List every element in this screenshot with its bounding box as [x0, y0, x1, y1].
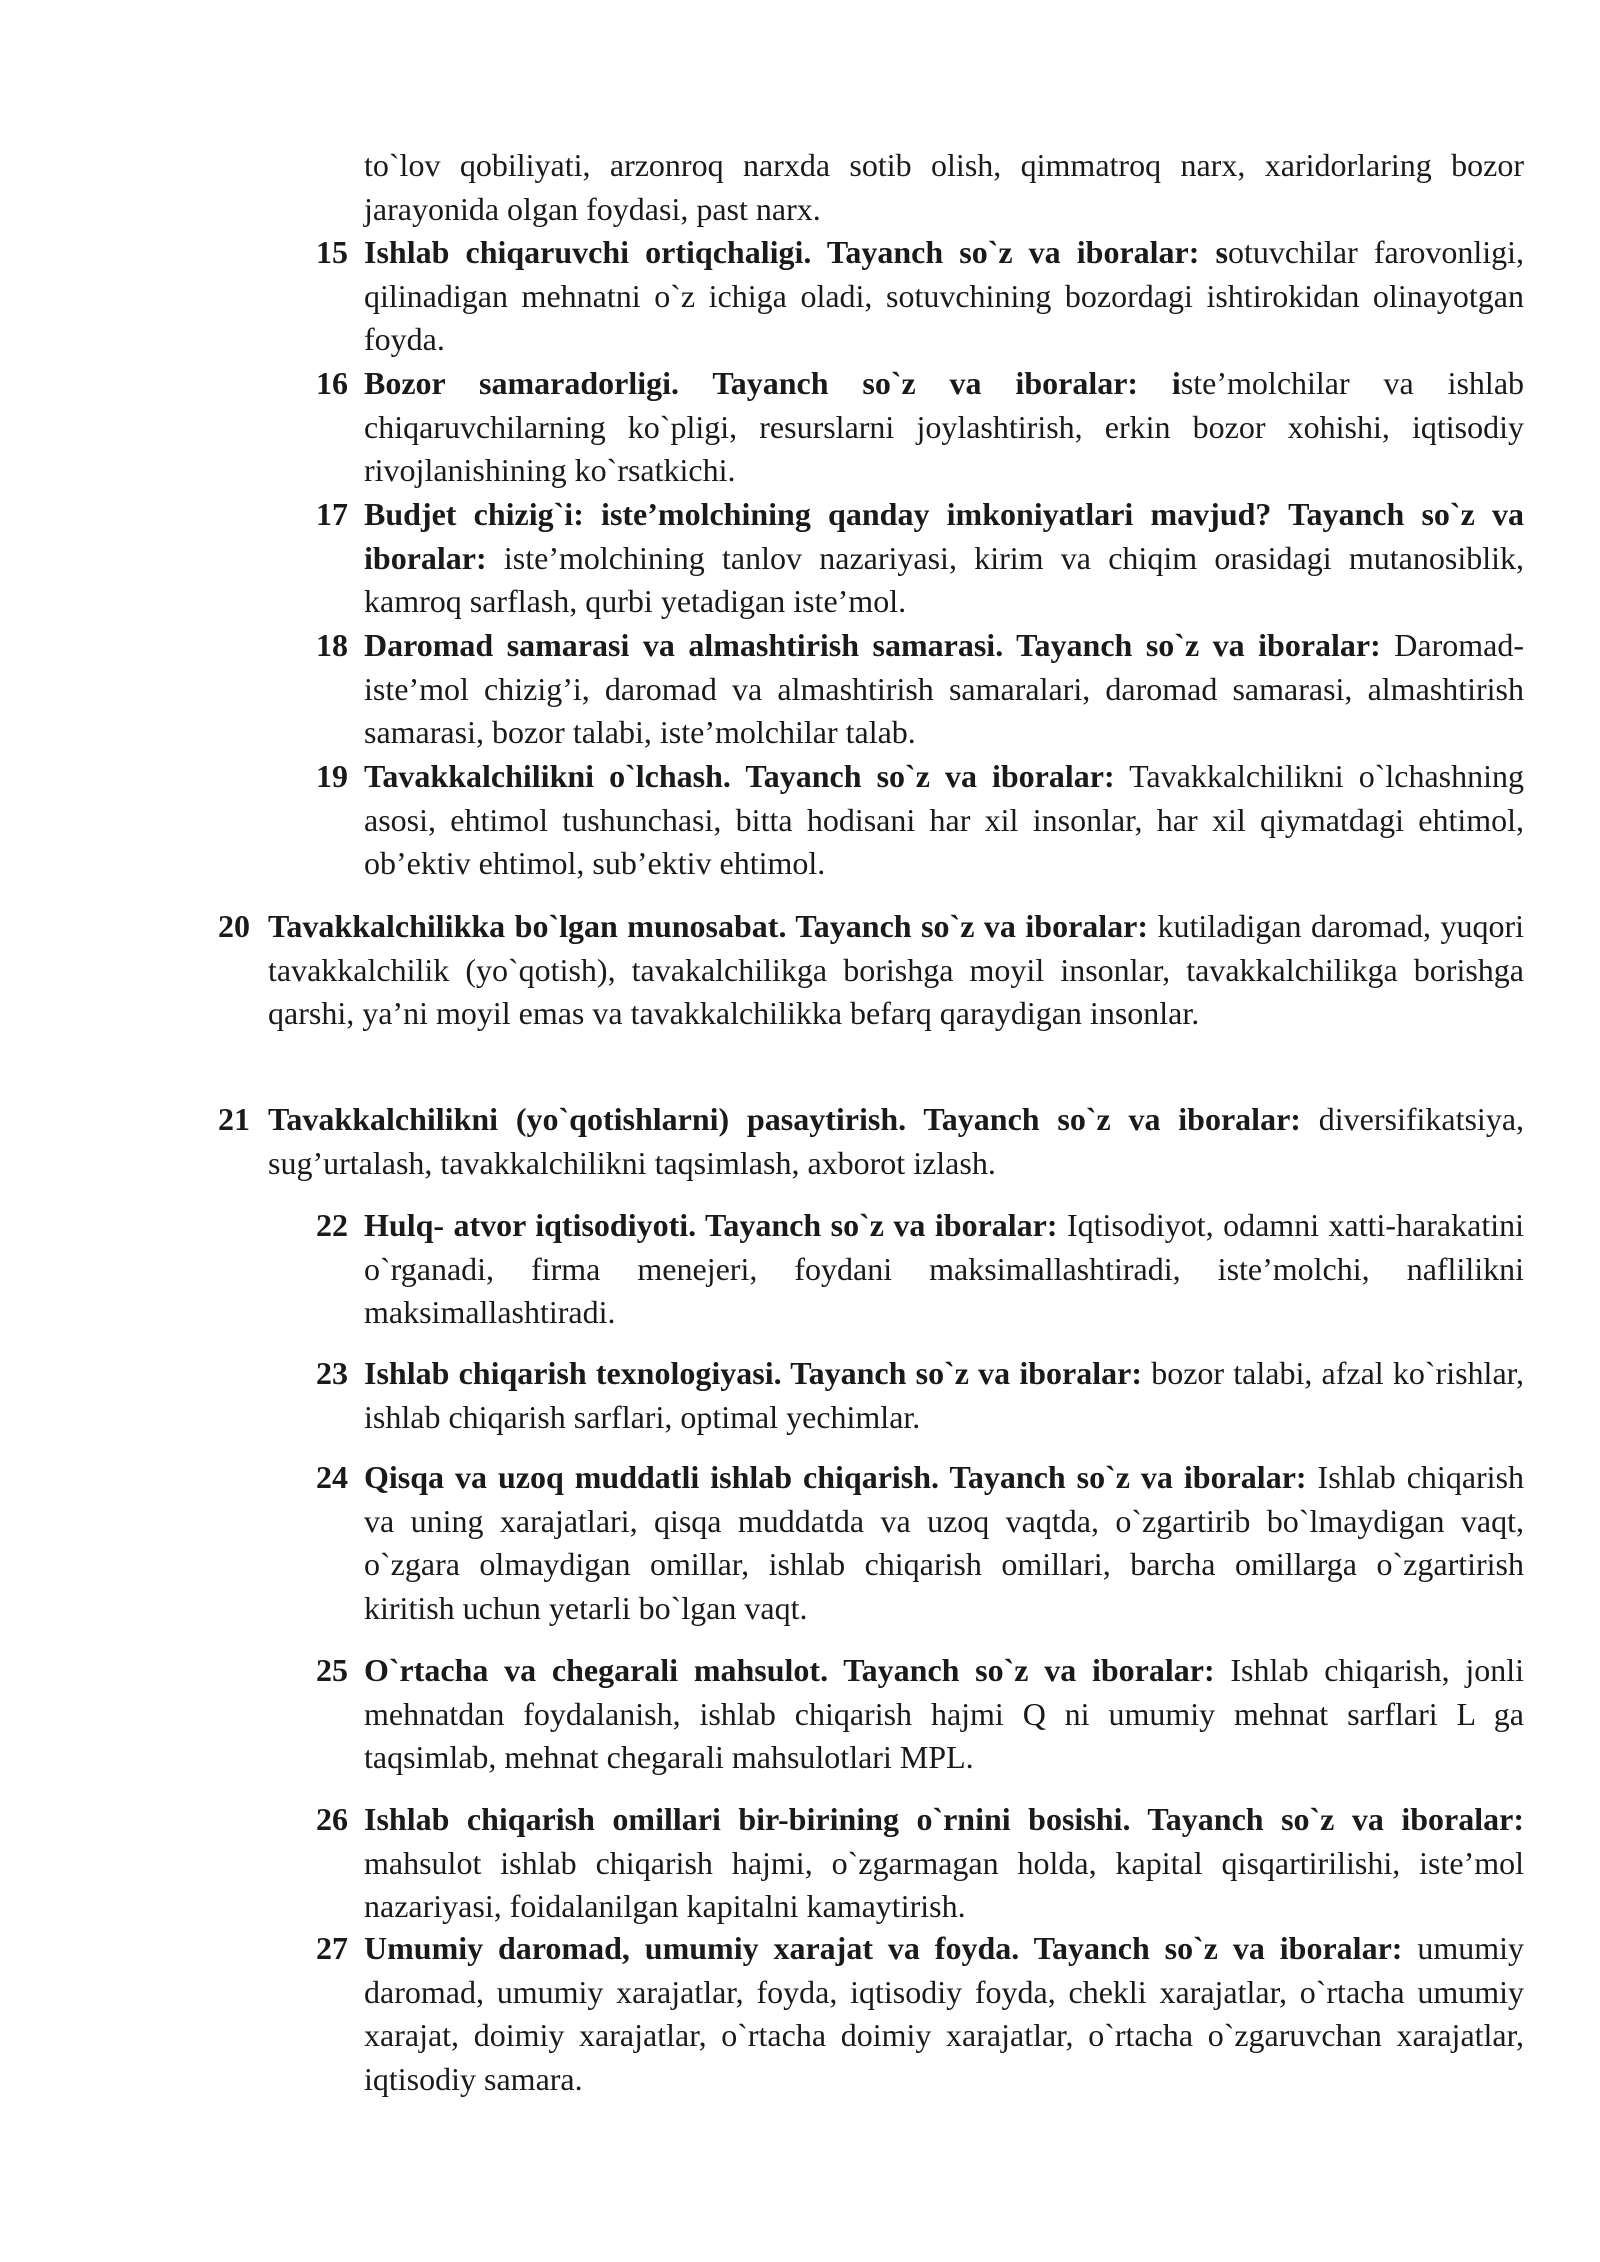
list-item-17 [316, 493, 1524, 624]
item-keywords-label: Tayanch so`z va iboralar: [730, 758, 1115, 794]
list-item-21 [218, 1098, 1524, 1185]
item-title: Umumiy daromad, umumiy xarajat va foyda. [364, 1930, 1020, 1966]
list-item-25 [316, 1649, 1524, 1780]
item-text: mahsulot ishlab chiqarish hajmi, o`zgarmagan holda, kapital qisqartirilishi, iste’mol nazariyasi, foidalanilgan kapitalni kamaytirish. [364, 1844, 1524, 1924]
item-keywords-label: Tayanch so`z va iboralar: [939, 1459, 1307, 1495]
item-number: 22 [316, 1207, 348, 1243]
continuation-text: to`lov qobiliyati, arzonroq narxda sotib olish, qimmatroq narx, xaridorlaring bozor jarayonida olgan foydasi, past narx. [364, 147, 1524, 227]
item-number: 24 [316, 1459, 348, 1495]
item-text: umumiy daromad, umumiy xarajatlar, foyda, iqtisodiy foyda, chekli xarajatlar, o`rtacha umumiy xarajat, doimiy xarajatlar, o`rtacha doimiy xarajatlar, o`rtacha o`zgaruvchan xarajatlar, iqtisodiy samara. [364, 1930, 1525, 2097]
item-number: 23 [316, 1355, 348, 1391]
list-item-20 [218, 905, 1524, 1036]
item-number: 15 [316, 234, 348, 270]
item-keywords-label: Tayanch so`z va iboralar: [906, 1101, 1301, 1137]
item-number: 27 [316, 1930, 348, 1966]
item-title: Qisqa va uzoq muddatli ishlab chiqarish. [364, 1459, 940, 1495]
item-number: 16 [316, 365, 348, 401]
item-keywords-label: Tayanch so`z va iboralar: [364, 496, 1525, 576]
item-title: Ishlab chiqarish omillari bir-birining o`rnini bosishi. [364, 1801, 1131, 1837]
item-keywords-label: Tayanch so`z va iboralar: [696, 1207, 1058, 1243]
item-title: Ishlab chiqaruvchi ortiqchaligi. [364, 234, 812, 270]
item-text: diversifikatsiya, sug’urtalash, tavakkalchilikni taqsimlash, axborot izlash. [268, 1101, 1525, 1181]
item-text: Ishlab chiqarish, jonli mehnatdan foydalanish, ishlab chiqarish hajmi Q ni umumiy mehnat sarflari L ga taqsimlab, mehnat chegarali mahsulotlari MPL. [364, 1652, 1525, 1775]
list-item-22 [316, 1204, 1524, 1335]
item-keywords-label: Tayanch so`z va iboralar: [786, 908, 1149, 944]
item-title: Daromad samarasi va almashtirish samarasi. [364, 627, 1004, 663]
item-number: 20 [218, 908, 250, 944]
item-number: 26 [316, 1801, 348, 1837]
continuation-paragraph [364, 144, 1524, 231]
item-text: iste’molchining tanlov nazariyasi, kirim va chiqim orasidagi mutanosiblik, kamroq sarflash, qurbi yetadigan iste’mol. [364, 539, 1524, 619]
item-text: otuvchilar farovonligi, qilinadigan mehnatni o`z ichiga oladi, sotuvchining bozordagi ishtirokidan olinayotgan foyda. [364, 234, 1525, 357]
item-keywords-label: Tayanch so`z va iboralar: [1130, 1801, 1525, 1837]
item-title: Tavakkalchilikni (yo`qotishlarni) pasaytirish. [268, 1101, 907, 1137]
list-item-15 [316, 231, 1524, 362]
item-title: Tavakkalchilikka bo`lgan munosabat. [268, 908, 787, 944]
list-item-16 [316, 362, 1524, 493]
item-title: Ishlab chiqarish texnologiyasi. [364, 1355, 782, 1391]
item-text: Tavakkalchilikni o`lchashning asosi, ehtimol tushunchasi, bitta hodisani har xil insonlar, har xil qiymatdagi ehtimol, ob’ektiv ehtimol, sub’ektiv ehtimol. [364, 758, 1525, 881]
list-item-23 [316, 1352, 1524, 1439]
item-number: 19 [316, 758, 348, 794]
item-title: Budjet chizig`i: iste’molchining qanday imkoniyatlari mavjud? [364, 496, 1272, 532]
list-item-27 [316, 1927, 1524, 2101]
item-keywords-label: Tayanch so`z va iboralar: [828, 1652, 1215, 1688]
item-text: kutiladigan daromad, yuqori tavakkalchilik (yo`qotish), tavakalchilikga borishga moyil insonlar, tavakkalchilikga borishga qarshi, ya’ni moyil emas va tavakkalchilikka befarq qaraydigan insonlar. [268, 908, 1524, 1031]
item-title: Hulq- atvor iqtisodiyoti. [364, 1207, 697, 1243]
list-item-26 [316, 1798, 1524, 1929]
item-number: 18 [316, 627, 348, 663]
item-text: ste’molchilar va ishlab chiqaruvchilarning ko`pligi, resurslarni joylashtirish, erkin bozor xohishi, iqtisodiy rivojlanishining ko`rsatkichi. [364, 365, 1525, 488]
list-item-24 [316, 1456, 1524, 1630]
item-title: Tavakkalchilikni o`lchash. [364, 758, 731, 794]
item-keywords-label: Tayanch so`z va iboralar: i [679, 365, 1181, 401]
list-item-19 [316, 755, 1524, 886]
item-title: Bozor samaradorligi. [364, 365, 680, 401]
list-item-18 [316, 624, 1524, 755]
item-text: Daromad-iste’mol chizig’i, daromad va almashtirish samaralari, daromad samarasi, almashtirish samarasi, bozor talabi, iste’molchilar talab. [364, 627, 1525, 750]
item-keywords-label: Tayanch so`z va iboralar: [1019, 1930, 1403, 1966]
item-keywords-label: Tayanch so`z va iboralar: s [811, 234, 1228, 270]
item-text: Ishlab chiqarish va uning xarajatlari, qisqa muddatda va uzoq vaqtda, o`zgartirib bo`lmaydigan vaqt, o`zgara olmaydigan omillar, ishlab chiqarish omillari, barcha omillarga o`zgartirish kiritish uchun yetarli bo`lgan vaqt. [364, 1459, 1525, 1626]
item-keywords-label: Tayanch so`z va iboralar: [781, 1355, 1142, 1391]
item-number: 17 [316, 496, 348, 532]
item-text: Iqtisodiyot, odamni xatti-harakatini o`rganadi, firma menejeri, foydani maksimallashtiradi, iste’molchi, naflilikni maksimallashtiradi. [364, 1207, 1525, 1330]
item-number: 21 [218, 1101, 250, 1137]
item-text: bozor talabi, afzal ko`rishlar, ishlab chiqarish sarflari, optimal yechimlar. [364, 1355, 1525, 1435]
item-title: O`rtacha va chegarali mahsulot. [364, 1652, 829, 1688]
item-number: 25 [316, 1652, 348, 1688]
item-keywords-label: Tayanch so`z va iboralar: [1003, 627, 1381, 663]
